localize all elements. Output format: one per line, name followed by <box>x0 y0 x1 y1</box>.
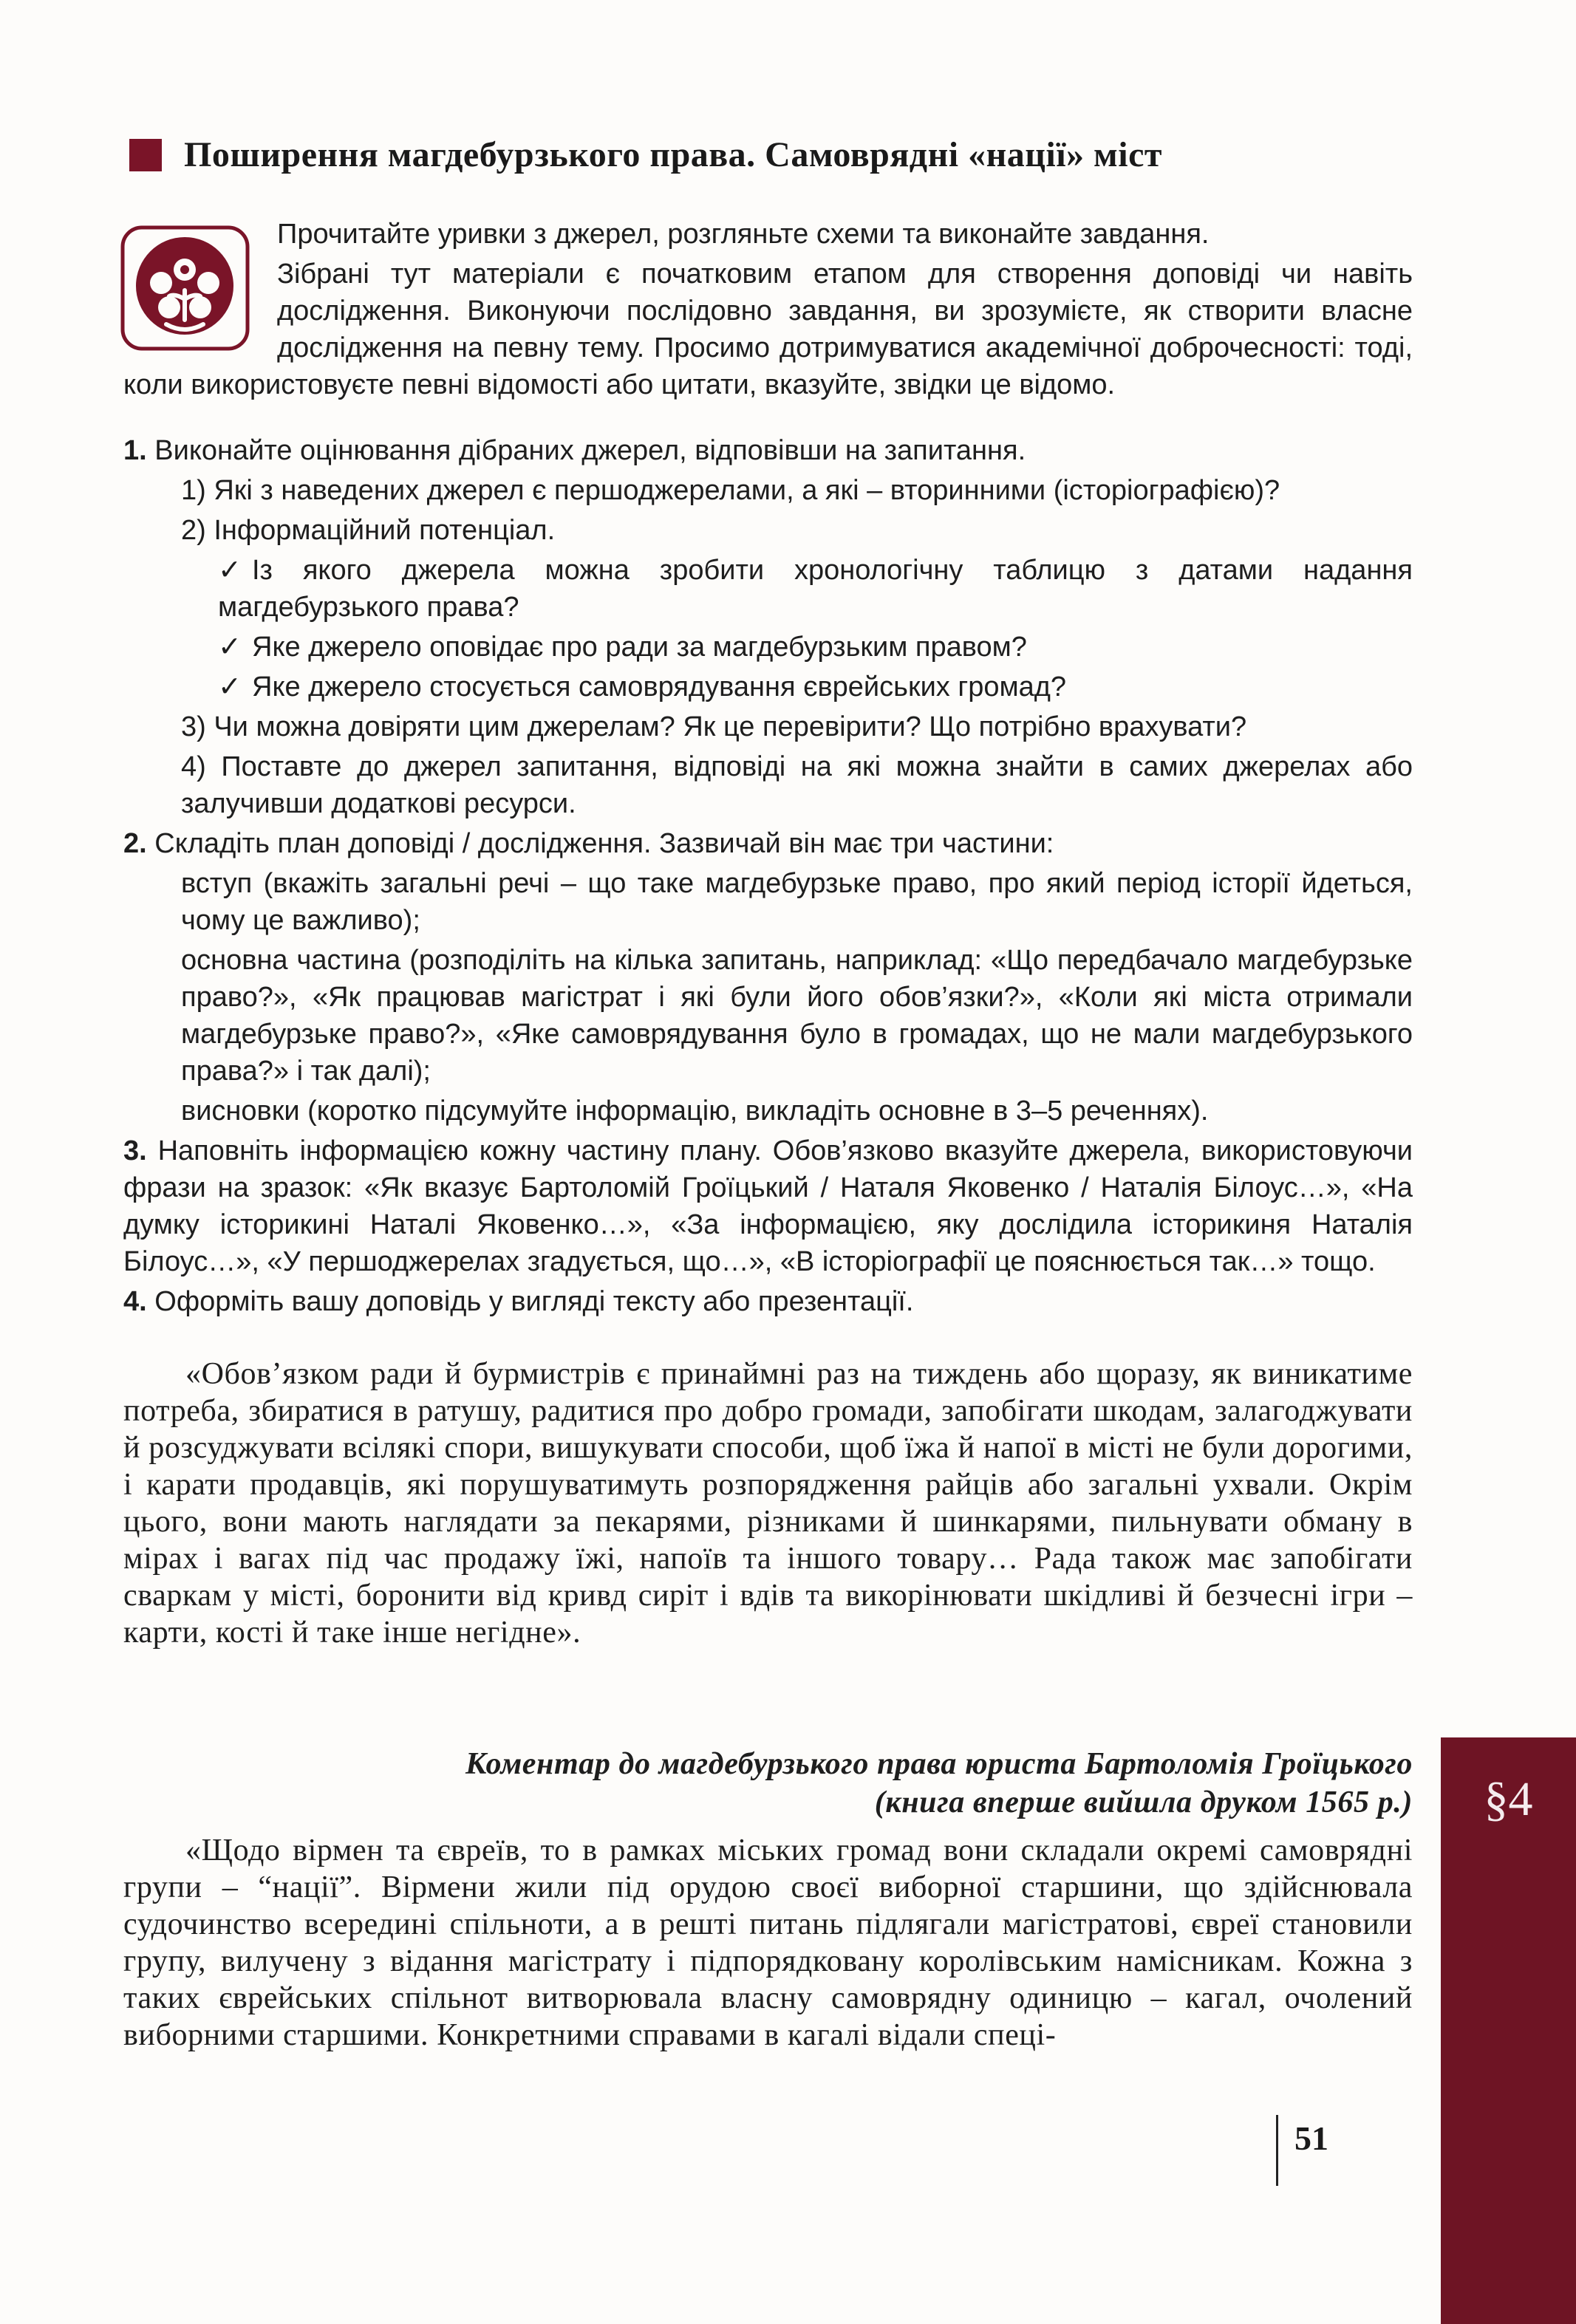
page-number: 51 <box>1294 2119 1328 2157</box>
task-1-2c: ✓ Яке джерело стосується самоврядування єврейських громад? <box>123 669 1413 705</box>
source-quote-2: «Щодо вірмен та євреїв, то в рамках міських громад вони складали окремі самоврядні групи – “нації”. Вірмени жили під орудою своєї виборної старшини, що здійснювала судочинство всередині спільноти, а в решті питань підлягали магістратові, євреї становили групу, вилучену з відання магістрату і підпорядковану королівським намісникам. Кожна з таких єврейських спільнот витворювала власну самоврядну одиницю – кагал, очолений виборними старшими. Конкретними справами в кагалі відали спеці- <box>123 1833 1413 2052</box>
task-2: 2. Складіть план доповіді / дослідження. Зазвичай він має три частини: <box>123 828 1054 859</box>
task-1-2a: ✓ Із якого джерела можна зробити хронологічну таблицю з датами надання магдебурзького права? <box>123 552 1413 626</box>
task-3: 3. Наповніть інформацією кожну частину плану. Обов’язково вказуйте джерела, використовуючи фрази на зразок: «Як вказує Бартоломій Гроїцький / Наталя Яковенко / Наталія Білоус…», «На думку історикині Наталі Яковенко…», «За інформацією, яку дослідила історикиня Наталія Білоус…», «У першоджерелах згадується, що…», «В історіографії це пояснюється так…» тощо. <box>123 1135 1413 1277</box>
intro-block <box>123 216 1413 403</box>
check-mark-icon: ✓ <box>218 555 242 586</box>
chapter-side-tab <box>1441 1737 1576 2324</box>
chapter-label: §4 <box>1484 1772 1533 1826</box>
quote-attribution: Коментар до магдебурзького права юриста Бартоломія Гроїцького (книга вперше вийшла друком 1565 р.) <box>465 1747 1413 1819</box>
task-1-2b: ✓ Яке джерело оповідає про ради за магдебурзьким правом? <box>123 629 1413 666</box>
page-title: Поширення магдебурзького права. Самоврядні «нації» міст <box>184 135 1162 174</box>
section-heading <box>129 134 1415 175</box>
task-4: 4. Оформіть вашу доповідь у вигляді тексту або презентації. <box>123 1286 914 1317</box>
intro-line: Прочитайте уривки з джерел, розгляньте схеми та виконайте завдання. <box>277 219 1210 250</box>
check-mark-icon: ✓ <box>218 671 242 703</box>
task-1-3: 3) Чи можна довіряти цим джерелам? Як це перевірити? Що потрібно врахувати? <box>181 711 1247 742</box>
intro-paragraph: Зібрані тут матеріали є початковим етапом для створення доповіді чи навіть дослідження. Виконуючи послідовно завдання, ви зрозумієте, як створити власне дослідження на певну тему. Просимо дотримуватися академічної доброчесності: тоді, коли використовуєте певні відомості або цитати, вказуйте, звідки це відомо. <box>123 259 1413 400</box>
task-2-main: основна частина (розподіліть на кілька запитань, наприклад: «Що передбачало магдебурзьке право?», «Як працював магістрат і які були його обов’язки?», «Коли які міста отримали магдебурзьке право?», «Яке самоврядування було в громадах, що не мали магдебурзького права?» і так далі); <box>181 945 1413 1087</box>
task-1: 1. Виконайте оцінювання дібраних джерел, відповівши на запитання. <box>123 435 1026 466</box>
source-quote-1: «Обов’язком ради й бурмистрів є принаймні раз на тиждень або щоразу, як виникатиме потреба, збиратися в ратушу, радитися про добро громади, запобігати шкодам, залагоджувати й розсуджувати всілякі спори, вишукувати способи, щоб їжа й напої в місті не були дорогими, і карати продавців, які порушуватимуть розпорядження райців або загальні ухвали. Окрім цього, вони мають наглядати за пекарями, різниками й шинкарями, пильнувати обману в мірах і вагах під час продажу їжі, напоїв та іншого товару… Рада також має запобігати сваркам у місті, боронити від кривд сиріт і вдів та викорінювати шкідливі й безчесні ігри – карти, кості й таке інше негідне». <box>123 1357 1413 1650</box>
task-2-conclusion: висновки (коротко підсумуйте інформацію, викладіть основне в 3–5 реченнях). <box>181 1096 1209 1127</box>
task-1-4: 4) Поставте до джерел запитання, відповіді на які можна знайти в самих джерелах або залучивши додаткові ресурси. <box>181 751 1413 819</box>
task-2-intro: вступ (вкажіть загальні речі – що таке магдебурзьке право, про який період історії йдеться, чому це важливо); <box>181 868 1413 936</box>
tasks-list <box>123 432 1413 1320</box>
task-1-1: 1) Які з наведених джерел є першоджерелами, а які – вторинними (історіографією)? <box>181 475 1280 506</box>
task-1-2: 2) Інформаційний потенціал. <box>181 515 556 546</box>
heading-square-icon <box>129 139 162 171</box>
page-number-divider <box>1276 2115 1278 2186</box>
check-mark-icon: ✓ <box>218 632 242 663</box>
